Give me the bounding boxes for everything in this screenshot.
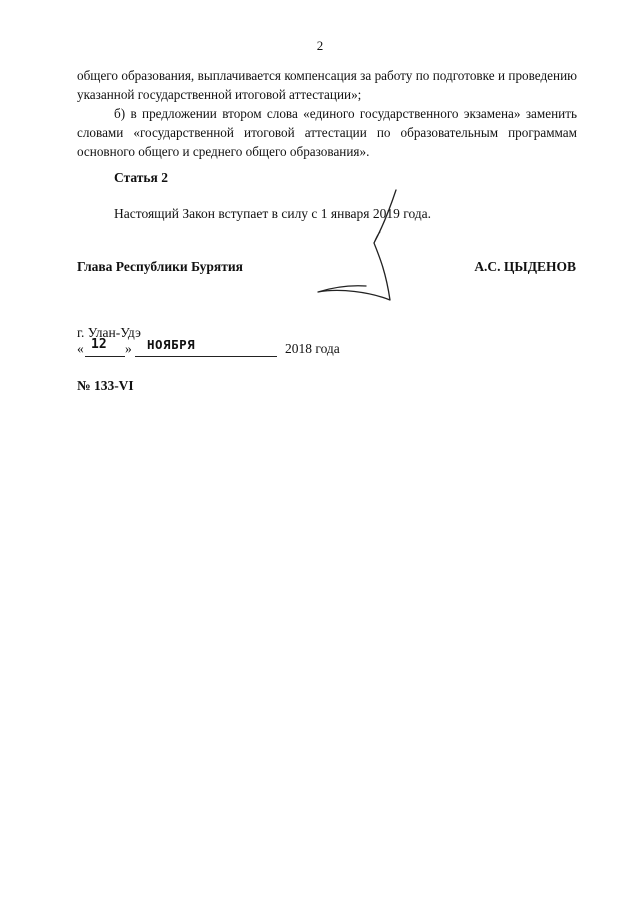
place-of-signing: г. Улан-Удэ: [77, 325, 141, 340]
paragraph-amendment: б) в предложении втором слова «единого государственного экзамена» заменить словами «государственной итоговой аттестации по образовательным программам основного общего и среднего общего образования».: [77, 106, 577, 159]
signatory-name: А.С. ЦЫДЕНОВ: [474, 259, 576, 274]
article-text: Настоящий Закон вступает в силу с 1 января 2019 года.: [114, 206, 432, 221]
signatory-position: Глава Республики Бурятия: [77, 259, 243, 274]
date-year: 2018 года: [285, 341, 340, 356]
article-heading: Статья 2: [114, 170, 168, 185]
date-month-stamp: НОЯБРЯ: [147, 337, 196, 352]
date-quote-close: »: [125, 341, 132, 356]
date-line: [77, 337, 377, 361]
date-quote-open: «: [77, 341, 84, 356]
document-number: № 133-VI: [77, 378, 134, 393]
paragraph-continued: общего образования, выплачивается компенсация за работу по подготовке и проведению указанной государственной итоговой аттестации»;: [77, 68, 577, 102]
page-number: 2: [316, 38, 324, 53]
body-text: [77, 66, 577, 161]
handwritten-signature: [310, 188, 410, 313]
date-day-stamp: 12: [91, 337, 107, 352]
